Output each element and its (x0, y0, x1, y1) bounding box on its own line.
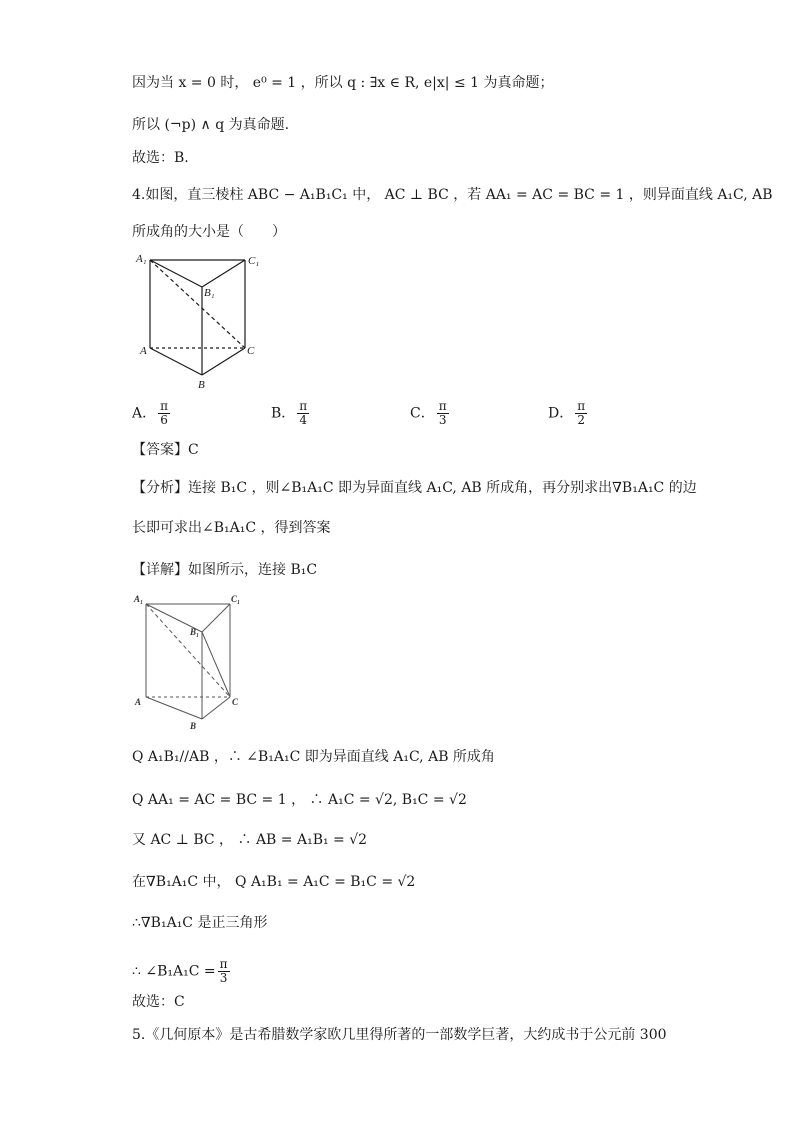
label-a: A (140, 345, 147, 357)
analysis-line-1: 【分析】连接 B₁C ，则∠B₁A₁C 即为异面直线 A₁C, AB 所成角，再分别求出∇B₁A₁C 的边 (132, 480, 697, 496)
edge-ab (150, 348, 202, 375)
text-line-2: 所以 (¬p) ∧ q 为真命题. (132, 117, 290, 133)
edge-b1c1 (202, 260, 245, 287)
text-line-1: 因为当 x = 0 时， e⁰ = 1 ，所以 q : ∃x ∈ R, e|x| ≤ 1 为真命题； (132, 75, 554, 91)
solution-step-3: 又 AC ⊥ BC ， ∴ AB = A₁B₁ = √2 (132, 832, 368, 848)
edge-bc (202, 348, 245, 375)
solution-step-5: ∴∇B₁A₁C 是正三角形 (132, 915, 268, 931)
detail-line: 【详解】如图所示，连接 B₁C (132, 562, 318, 578)
label-c: C (247, 345, 255, 357)
label-b1: B₁ (204, 287, 215, 299)
label-a1: A₁ (136, 253, 147, 265)
option-d: D． $\frac{\pi}{2}$ (548, 399, 586, 427)
question-4-line-1: 4.如图，直三棱柱 ABC − A₁B₁C₁ 中， AC ⊥ BC ，若 AA₁ = AC = BC = 1 ，则异面直线 A₁C, AB (132, 187, 773, 203)
option-b: B． $\frac{\pi}{4}$ (271, 399, 308, 427)
text-line-3: 故选：B. (132, 150, 189, 166)
edge-a1c-diagonal (150, 260, 245, 348)
edge-b1c (202, 632, 230, 697)
label-c: C (232, 697, 239, 707)
prism-figure-1 (132, 250, 272, 395)
label-a1: A₁ (134, 594, 144, 604)
label-b: B (198, 379, 205, 391)
label-c1: C₁ (248, 255, 260, 267)
solution-step-6: ∴ ∠B₁A₁C = $\frac{\pi}{3}$ (132, 957, 228, 985)
edge-bc (202, 697, 230, 719)
analysis-line-2: 长即可求出∠B₁A₁C ，得到答案 (132, 520, 331, 536)
solution-step-1: Q A₁B₁//AB ，∴ ∠B₁A₁C 即为异面直线 A₁C, AB 所成角 (132, 749, 495, 765)
option-c: C． $\frac{\pi}{3}$ (410, 399, 447, 427)
edge-b1c1 (202, 604, 230, 632)
edge-a1c-diagonal (146, 604, 230, 697)
edge-ab (146, 697, 202, 719)
label-a: A (135, 697, 142, 707)
edge-a1b1 (150, 260, 202, 287)
question-4-line-2: 所成角的大小是（ ） (132, 224, 286, 240)
label-b1: B₁ (190, 627, 200, 637)
prism-figure-2 (132, 592, 252, 732)
option-a: A． $\frac{\pi}{6}$ (132, 399, 169, 427)
solution-step-4: 在∇B₁A₁C 中， Q A₁B₁ = A₁C = B₁C = √2 (132, 874, 416, 890)
solution-step-2: Q AA₁ = AC = BC = 1 ， ∴ A₁C = √2, B₁C = √2 (132, 792, 467, 808)
question-5-line-1: 5.《几何原本》是古希腊数学家欧几里得所著的一部数学巨著，大约成书于公元前 300 (132, 1027, 667, 1043)
label-c1: C₁ (231, 594, 241, 604)
label-b: B (190, 721, 197, 731)
answer-line: 【答案】C (132, 442, 199, 458)
final-answer-line: 故选：C (132, 994, 185, 1010)
